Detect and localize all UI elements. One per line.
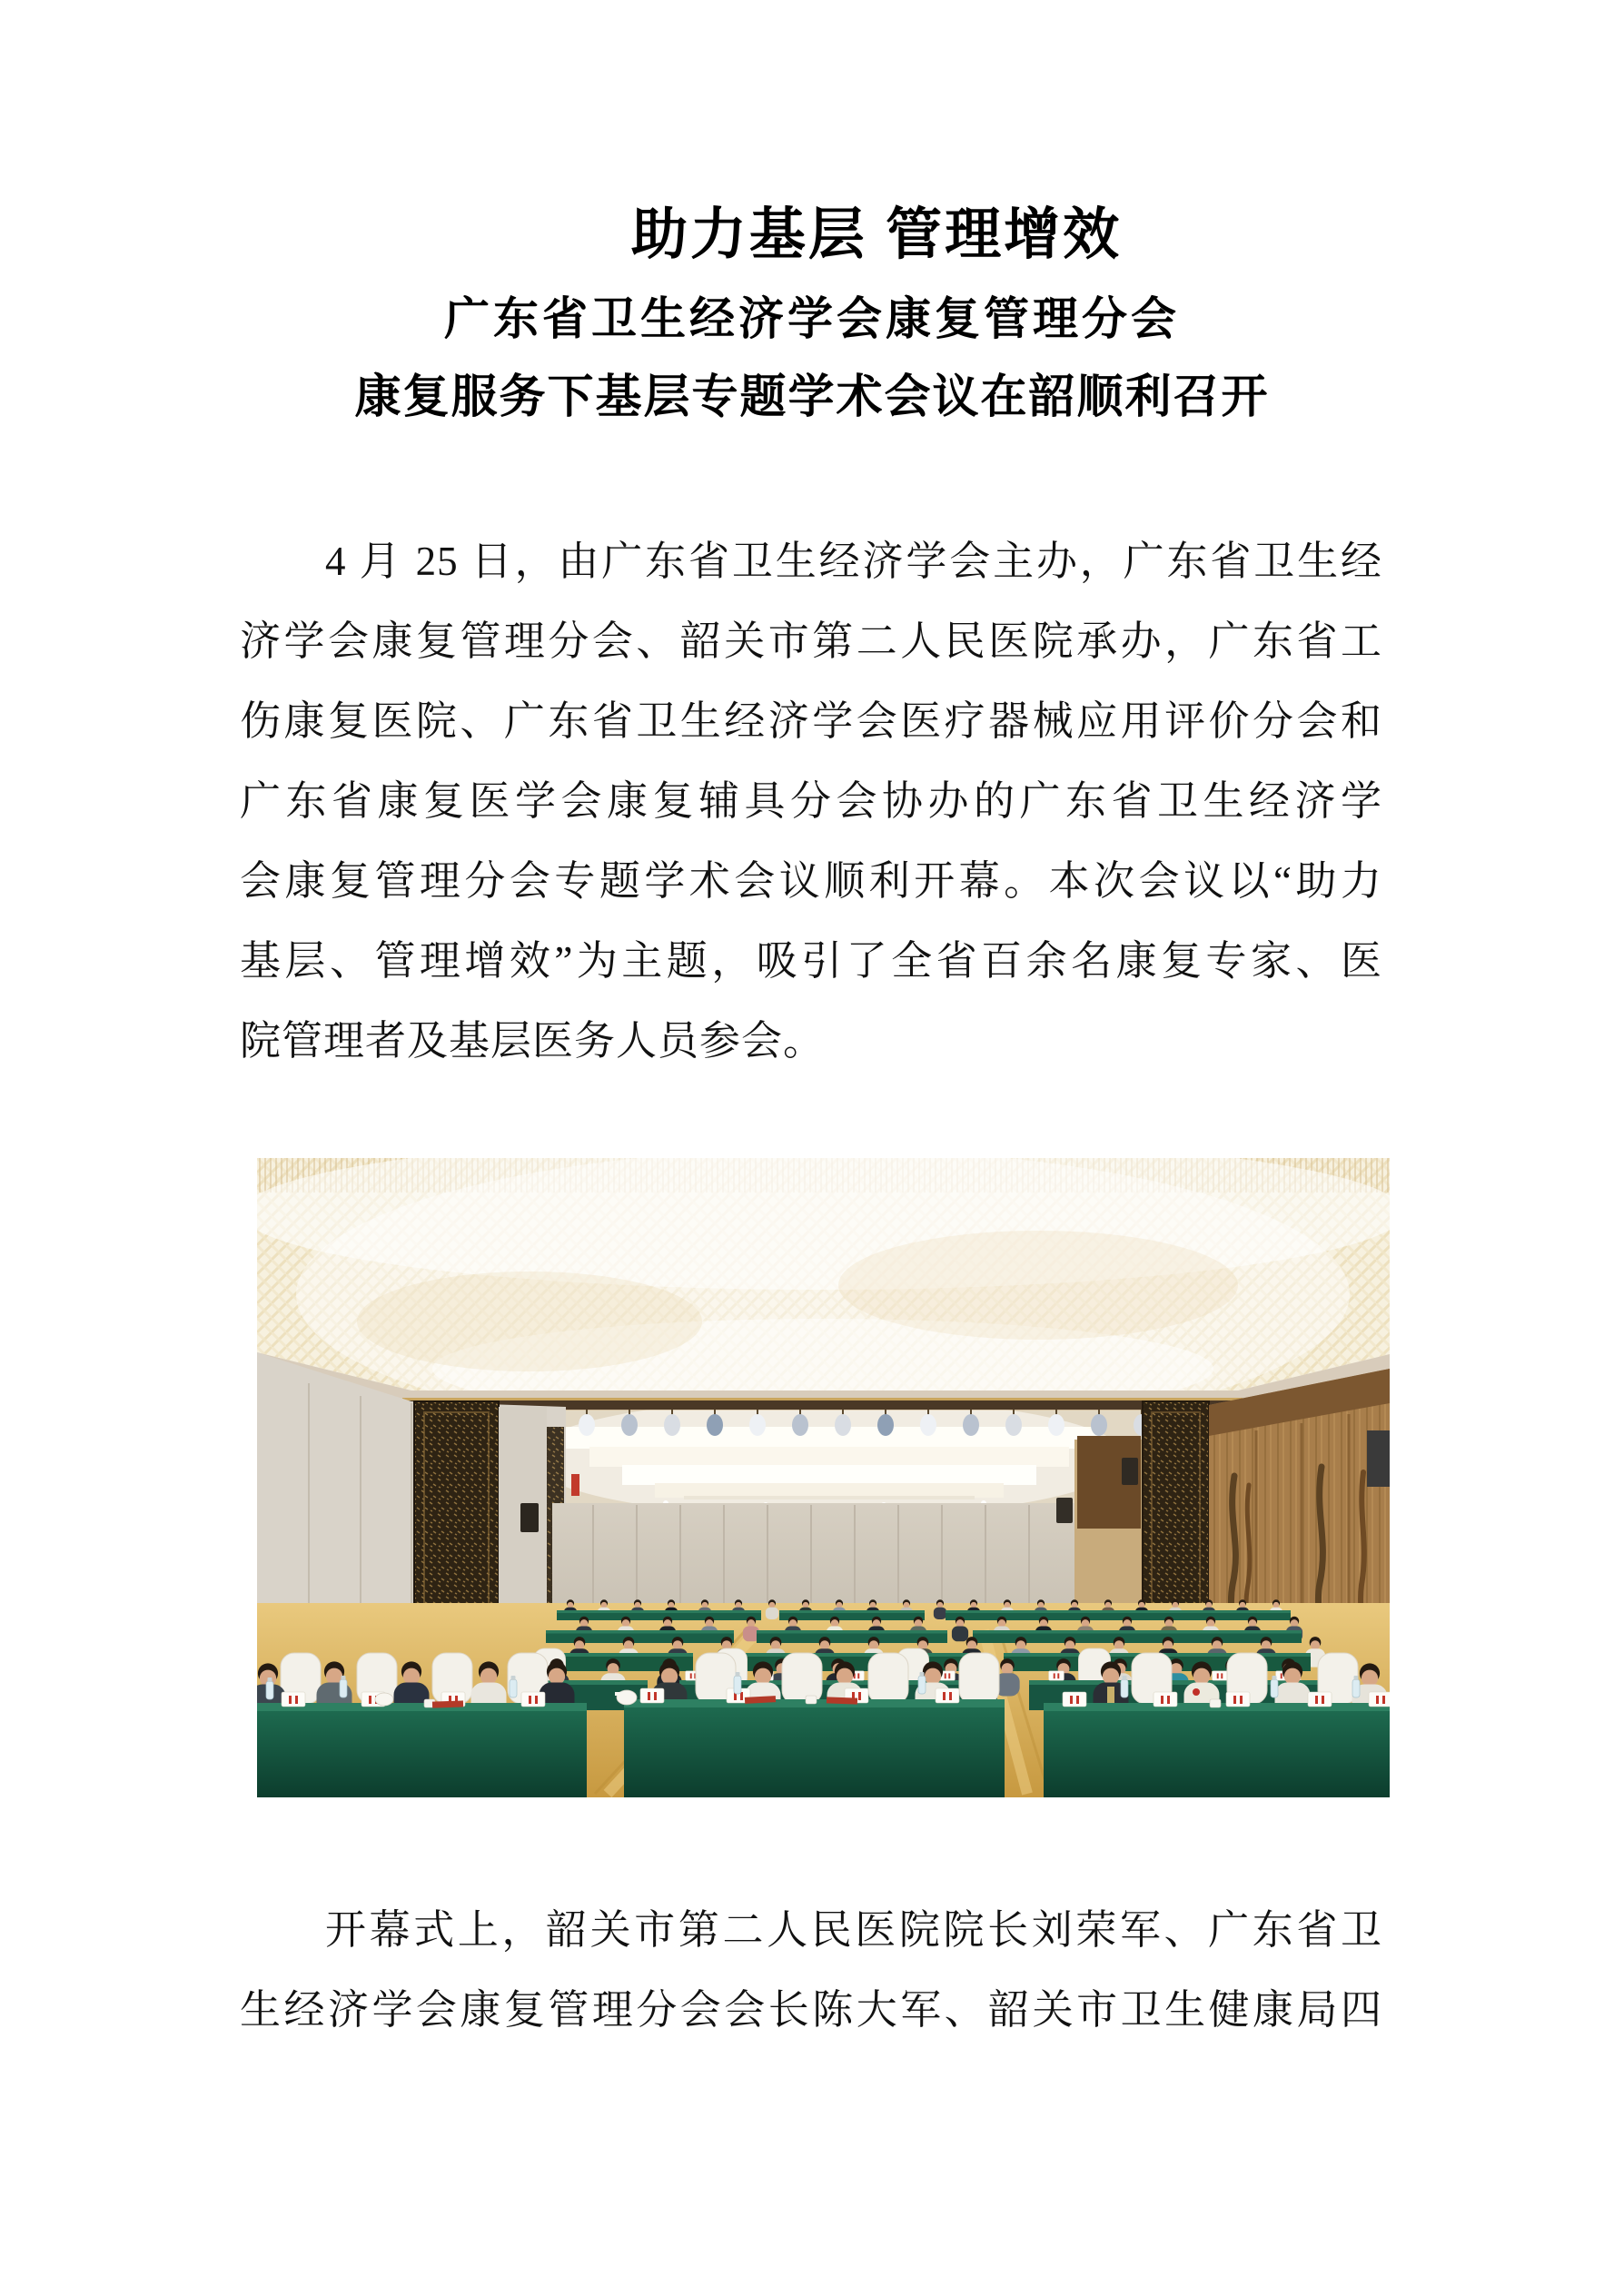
body-line: 生经济学会康复管理分会会长陈大军、韶关市卫生健康局四: [240, 1987, 1382, 2033]
body-line: 院管理者及基层医务人员参会。: [240, 1018, 826, 1064]
body-line: 伤康复医院、广东省卫生经济学会医疗器械应用评价分会和: [240, 698, 1382, 744]
body-line: 4 月 25 日，由广东省卫生经济学会主办，广东省卫生经: [325, 539, 1382, 584]
body-line: 济学会康复管理分会、韶关市第二人民医院承办，广东省工: [240, 619, 1382, 664]
page-subtitle-1: 广东省卫生经济学会康复管理分会: [444, 293, 1180, 344]
body-line: 开幕式上，韶关市第二人民医院院长刘荣军、广东省卫: [325, 1907, 1382, 1953]
speaker: [1367, 1430, 1390, 1487]
speaker: [1122, 1458, 1138, 1485]
paragraph-2: [240, 1890, 1382, 2050]
exit-sign: [571, 1474, 579, 1496]
page-title: 助力基层 管理增效: [630, 203, 1123, 266]
body-line: 会康复管理分会专题学术会议顺利开幕。本次会议以“助力: [240, 858, 1382, 904]
body-line: 广东省康复医学会康复辅具分会协办的广东省卫生经济学: [240, 778, 1382, 824]
ceiling-chandelier: [257, 1158, 1390, 1440]
conference-photo: [257, 1158, 1390, 1797]
page-subtitle-2: 康复服务下基层专题学术会议在韶顺利召开: [354, 371, 1270, 422]
paragraph-1: [240, 521, 1382, 1081]
body-line: 基层、管理增效”为主题，吸引了全省百余名康复专家、医: [240, 938, 1382, 984]
